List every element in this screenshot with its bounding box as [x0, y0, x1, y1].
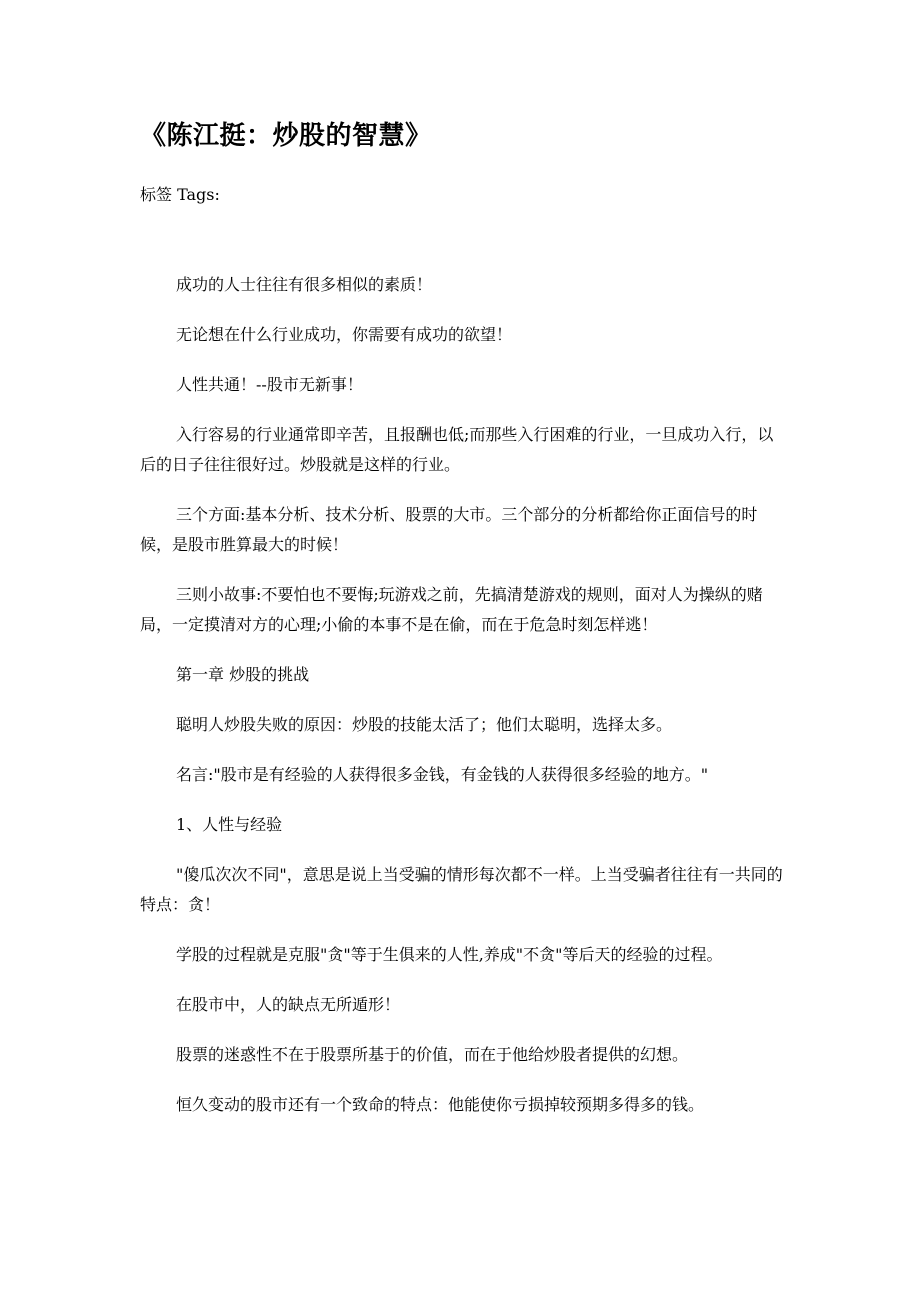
- paragraph: 人性共通！--股市无新事！: [176, 375, 363, 394]
- paragraph: 三个方面:基本分析、技术分析、股票的大市。三个部分的分析都给你正面信号的时候，是股市胜算最大的时候！: [140, 505, 758, 554]
- paragraph: "傻瓜次次不同"，意思是说上当受骗的情形每次都不一样。上当受骗者往往有一共同的特点：贪！: [140, 865, 783, 914]
- quote-paragraph: 名言:"股市是有经验的人获得很多金钱，有金钱的人获得很多经验的地方。": [176, 765, 709, 784]
- tags-label: 标签 Tags:: [140, 185, 220, 204]
- section-heading: 1、人性与经验: [176, 815, 283, 834]
- document-body: [140, 270, 784, 1140]
- chapter-heading: 第一章 炒股的挑战: [176, 665, 310, 684]
- paragraph: 在股市中，人的缺点无所遁形！: [176, 995, 401, 1014]
- paragraph: 三则小故事:不要怕也不要悔;玩游戏之前，先搞清楚游戏的规则，面对人为操纵的赌局，一定摸清对方的心理;小偷的本事不是在偷，而在于危急时刻怎样逃！: [140, 585, 763, 634]
- paragraph: 恒久变动的股市还有一个致命的特点：他能使你亏损掉较预期多得多的钱。: [176, 1095, 705, 1114]
- paragraph: 聪明人炒股失败的原因：炒股的技能太活了；他们太聪明，选择太多。: [176, 715, 673, 734]
- paragraph: 无论想在什么行业成功，你需要有成功的欲望！: [176, 325, 513, 344]
- paragraph: 入行容易的行业通常即辛苦，且报酬也低;而那些入行困难的行业，一旦成功入行，以后的日子往往很好过。炒股就是这样的行业。: [140, 425, 774, 474]
- paragraph: 成功的人士往往有很多相似的素质！: [176, 275, 433, 294]
- paragraph: 学股的过程就是克服"贪"等于生俱来的人性,养成"不贪"等后天的经验的过程。: [176, 945, 723, 964]
- document-title: 《陈江挺：炒股的智慧》: [140, 121, 432, 151]
- paragraph: 股票的迷惑性不在于股票所基于的价值，而在于他给炒股者提供的幻想。: [176, 1045, 689, 1064]
